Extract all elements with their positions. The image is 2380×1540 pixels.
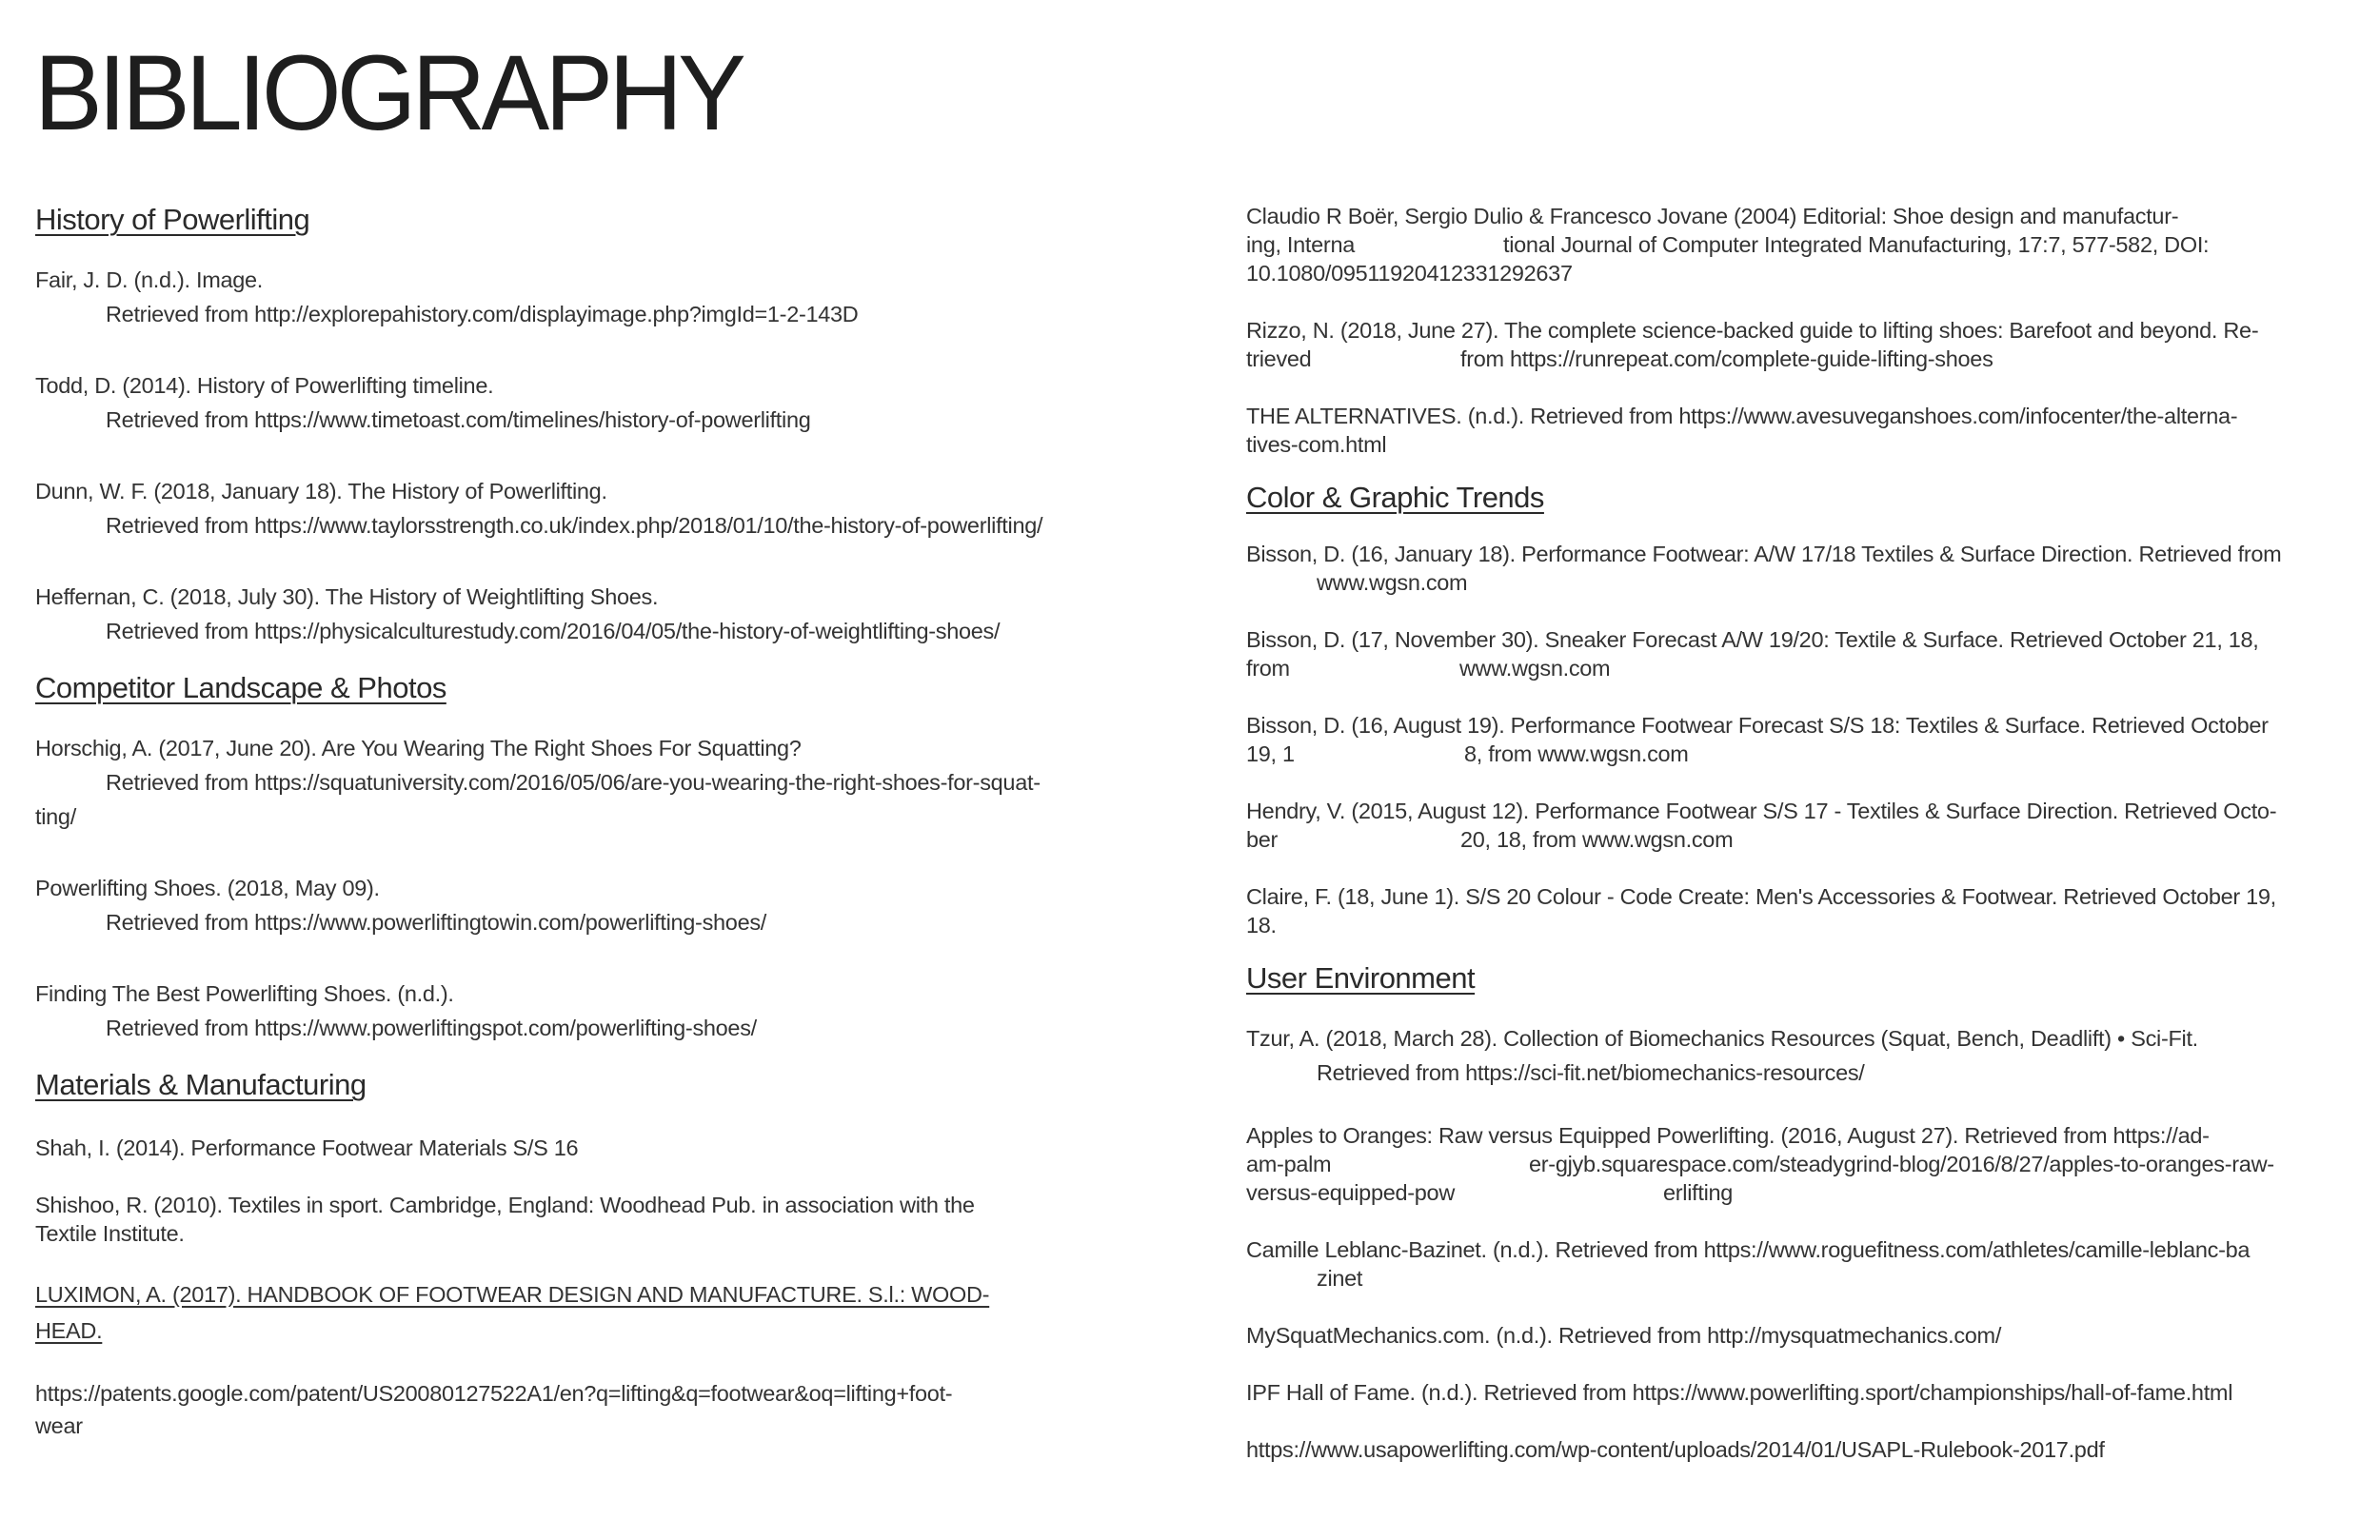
reference-line: Textile Institute. <box>35 1220 185 1246</box>
reference-item <box>35 874 1101 937</box>
reference-item <box>1246 625 2322 682</box>
reference-line: Bisson, D. (17, November 30). Sneaker Forecast A/W 19/20: Textile & Surface. Retrieved October 21, 18, <box>1246 627 2259 653</box>
reference-line <box>1246 1150 2322 1178</box>
reference-line: Tzur, A. (2018, March 28). Collection of Biomechanics Resources (Squat, Bench, Deadlift) • Sci-Fit. <box>1246 1026 2198 1052</box>
reference-line: LUXIMON, A. (2017). HANDBOOK OF FOOTWEAR DESIGN AND MANUFACTURE. S.l.: WOOD- <box>35 1281 990 1307</box>
reference-item <box>1246 1235 2322 1293</box>
reference-line: Claire, F. (18, June 1). S/S 20 Colour - Code Create: Men's Accessories & Footwear. Retrieved October 19, <box>1246 884 2276 910</box>
reference-line <box>1246 654 2322 682</box>
reference-line: ting/ <box>35 804 76 830</box>
reference-fragment: tional Journal of Computer Integrated Manufacturing, 17:7, 577-582, DOI: <box>1503 232 2210 257</box>
left-column <box>35 202 1101 1442</box>
reference-fragment: 20, 18, from www.wgsn.com <box>1460 827 1734 853</box>
reference-item <box>1246 1378 2322 1407</box>
reference-item <box>1246 202 2322 287</box>
reference-line: Heffernan, C. (2018, July 30). The History of Weightlifting Shoes. <box>35 584 659 610</box>
reference-line: Fair, J. D. (n.d.). Image. <box>35 267 264 293</box>
reference-line: Todd, D. (2014). History of Powerlifting timeline. <box>35 373 494 399</box>
reference-fragment: 8, from www.wgsn.com <box>1464 741 1689 767</box>
reference-fragment: 19, 1 <box>1246 741 1295 767</box>
reference-line: HEAD. <box>35 1317 103 1343</box>
reference-item <box>35 371 1101 434</box>
reference-fragment: ing, Interna <box>1246 232 1355 257</box>
section-heading-color: Color & Graphic Trends <box>1246 481 1544 514</box>
reference-line: Rizzo, N. (2018, June 27). The complete science-backed guide to lifting shoes: Barefoot and beyond. Re- <box>1246 318 2259 343</box>
reference-fragment: www.wgsn.com <box>1459 656 1611 681</box>
reference-item <box>1246 882 2322 939</box>
reference-line <box>1246 345 2322 373</box>
reference-item <box>35 266 1101 328</box>
reference-line: Retrieved from http://explorepahistory.com/displayimage.php?imgId=1-2-143D <box>106 302 859 327</box>
reference-item <box>1246 402 2322 459</box>
page-title: BIBLIOGRAPHY <box>34 33 743 152</box>
reference-line: Retrieved from https://www.taylorsstrength.co.uk/index.php/2018/01/10/the-history-of-powerlifting/ <box>106 513 1043 539</box>
reference-item <box>35 1377 1101 1442</box>
reference-item <box>35 477 1101 540</box>
reference-item <box>1246 711 2322 768</box>
reference-line: Retrieved from https://www.timetoast.com/timelines/history-of-powerlifting <box>106 407 811 433</box>
reference-line <box>1246 740 2322 768</box>
reference-item <box>1246 540 2322 597</box>
reference-fragment: trieved <box>1246 346 1312 371</box>
reference-line: Hendry, V. (2015, August 12). Performance Footwear S/S 17 - Textiles & Surface Direction. Retrieved Octo- <box>1246 799 2277 824</box>
reference-line: Shah, I. (2014). Performance Footwear Materials S/S 16 <box>35 1135 579 1160</box>
reference-line: Retrieved from https://sci-fit.net/biomechanics-resources/ <box>1317 1060 1865 1086</box>
reference-item <box>1246 1121 2322 1207</box>
reference-line: www.wgsn.com <box>1317 570 1468 596</box>
reference-line: Camille Leblanc-Bazinet. (n.d.). Retrieved from https://www.roguefitness.com/athletes/camille-leblanc-ba <box>1246 1237 2251 1263</box>
reference-fragment: am-palm <box>1246 1152 1332 1177</box>
reference-item <box>1246 316 2322 373</box>
reference-line <box>1246 1178 2322 1207</box>
reference-fragment: from <box>1246 656 1290 681</box>
reference-line: wear <box>35 1412 83 1438</box>
reference-fragment: erlifting <box>1663 1180 1734 1206</box>
reference-item <box>35 1276 1101 1349</box>
reference-line: Retrieved from https://www.powerliftingtowin.com/powerlifting-shoes/ <box>106 910 767 936</box>
reference-line: Dunn, W. F. (2018, January 18). The History of Powerlifting. <box>35 479 607 504</box>
right-column <box>1246 202 2322 1464</box>
reference-fragment: er-gjyb.squarespace.com/steadygrind-blog/2016/8/27/apples-to-oranges-raw- <box>1529 1152 2274 1177</box>
reference-line: https://www.usapowerlifting.com/wp-content/uploads/2014/01/USAPL-Rulebook-2017.pdf <box>1246 1437 2105 1463</box>
section-heading-competitor: Competitor Landscape & Photos <box>35 671 446 705</box>
reference-item <box>1246 1435 2322 1464</box>
reference-line: https://patents.google.com/patent/US20080127522A1/en?q=lifting&q=footwear&oq=lifting+foot- <box>35 1380 953 1406</box>
reference-item <box>35 1134 1101 1162</box>
reference-item <box>1246 797 2322 854</box>
reference-line: Powerlifting Shoes. (2018, May 09). <box>35 876 380 901</box>
reference-item <box>35 1191 1101 1248</box>
reference-line: Horschig, A. (2017, June 20). Are You Wearing The Right Shoes For Squatting? <box>35 736 802 761</box>
reference-line: zinet <box>1317 1266 1363 1292</box>
reference-item <box>1246 1024 2322 1087</box>
reference-item <box>35 979 1101 1042</box>
reference-fragment: ber <box>1246 827 1279 853</box>
reference-line: Bisson, D. (16, January 18). Performance Footwear: A/W 17/18 Textiles & Surface Direction. Retrieved from <box>1246 542 2282 567</box>
reference-item <box>35 734 1101 831</box>
reference-line: Retrieved from https://physicalculturestudy.com/2016/04/05/the-history-of-weightlifting-shoes/ <box>106 619 1001 644</box>
section-heading-user: User Environment <box>1246 961 1476 996</box>
section-heading-materials: Materials & Manufacturing <box>35 1068 367 1102</box>
reference-line: IPF Hall of Fame. (n.d.). Retrieved from https://www.powerlifting.sport/championships/hall-of-fame.html <box>1246 1380 2233 1406</box>
reference-line: Shishoo, R. (2010). Textiles in sport. Cambridge, England: Woodhead Pub. in association with the <box>35 1192 975 1217</box>
section-heading-history: History of Powerlifting <box>35 203 310 236</box>
reference-line <box>1246 230 2322 259</box>
reference-line: Finding The Best Powerlifting Shoes. (n.d.). <box>35 981 454 1007</box>
reference-line: 18. <box>1246 913 1277 938</box>
reference-item <box>35 582 1101 645</box>
reference-line <box>1246 825 2322 854</box>
reference-line: Bisson, D. (16, August 19). Performance Footwear Forecast S/S 18: Textiles & Surface. Retrieved October <box>1246 713 2269 739</box>
reference-fragment: from https://runrepeat.com/complete-guide-lifting-shoes <box>1460 346 1993 371</box>
reference-line: Apples to Oranges: Raw versus Equipped Powerlifting. (2016, August 27). Retrieved from https://ad- <box>1246 1123 2210 1149</box>
reference-line: tives-com.html <box>1246 432 1387 457</box>
reference-fragment: versus-equipped-pow <box>1246 1180 1455 1206</box>
reference-line: Retrieved from https://www.powerliftingspot.com/powerlifting-shoes/ <box>106 1016 757 1041</box>
reference-line: MySquatMechanics.com. (n.d.). Retrieved from http://mysquatmechanics.com/ <box>1246 1323 2002 1349</box>
reference-line: 10.1080/09511920412331292637 <box>1246 261 1573 286</box>
reference-line: THE ALTERNATIVES. (n.d.). Retrieved from https://www.avesuveganshoes.com/infocenter/the-alterna- <box>1246 404 2238 428</box>
reference-line: Claudio R Boër, Sergio Dulio & Francesco Jovane (2004) Editorial: Shoe design and manufactur- <box>1246 204 2179 228</box>
reference-line: Retrieved from https://squatuniversity.com/2016/05/06/are-you-wearing-the-right-shoes-for-squat- <box>106 770 1041 796</box>
reference-item <box>1246 1321 2322 1350</box>
